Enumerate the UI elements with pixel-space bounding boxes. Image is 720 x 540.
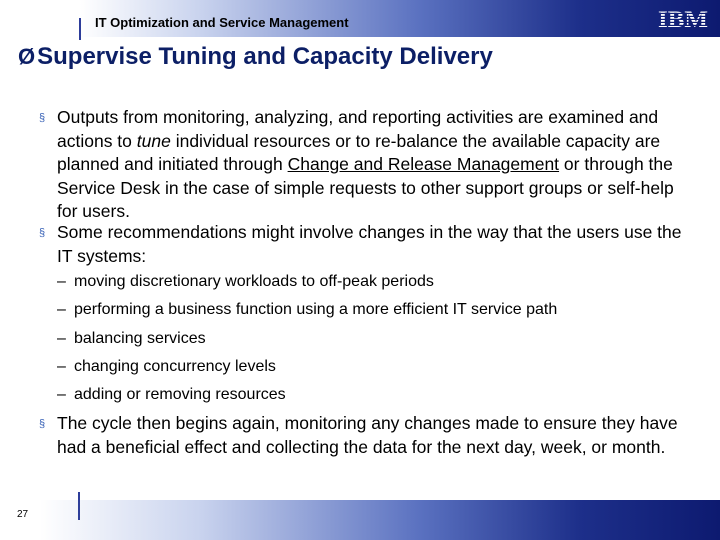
square-bullet-icon: §	[39, 418, 46, 430]
sub-list-item	[57, 300, 674, 320]
bullet-item	[39, 412, 687, 459]
ibm-logo-text: IBM	[658, 8, 708, 30]
sub-list-item	[57, 272, 674, 292]
sub-list-item	[57, 329, 674, 349]
dash-bullet: –	[57, 386, 66, 403]
slide-title-text: Supervise Tuning and Capacity Delivery	[37, 43, 493, 70]
arrow-bullet-icon: Ø	[18, 44, 36, 69]
bullet-item	[39, 221, 687, 268]
sub-list-item	[57, 357, 674, 377]
footer-bar	[0, 500, 720, 540]
bullet-text: The cycle then begins again, monitoring any changes made to ensure they have had a beneficial effect and collecting the data for the next day, week, or month.	[57, 413, 678, 457]
header-title: IT Optimization and Service Management	[95, 15, 349, 30]
change-release-link[interactable]: Change and Release Management	[287, 154, 560, 174]
square-bullet-icon: §	[39, 227, 46, 239]
bullet-item	[39, 106, 687, 224]
dash-bullet: –	[57, 273, 66, 290]
square-bullet-icon: §	[39, 112, 46, 124]
sub-list-text: changing concurrency levels	[74, 358, 276, 375]
bullet-text: or through the Service Desk in the case of simple requests to other support groups or self-help for users.	[57, 154, 674, 221]
sub-list-text: balancing services	[74, 330, 206, 347]
slide-title	[18, 43, 493, 71]
ibm-logo	[658, 8, 708, 30]
dash-bullet: –	[57, 301, 66, 318]
sub-list-text: moving discretionary workloads to off-peak periods	[74, 273, 434, 290]
sub-list-item	[57, 385, 674, 405]
sub-list-text: adding or removing resources	[74, 386, 286, 403]
bullet-text: Some recommendations might involve changes in the way that the users use the IT systems:	[57, 222, 682, 266]
footer-divider	[78, 492, 80, 520]
bullet-emphasis: tune	[136, 130, 171, 151]
page-number: 27	[17, 509, 29, 520]
sub-list-text: performing a business function using a more efficient IT service path	[74, 301, 558, 318]
dash-bullet: –	[57, 358, 66, 375]
bullet-text: individual resources or to re-balance the available capacity are planned and initiated through	[57, 130, 661, 174]
dash-bullet: –	[57, 330, 66, 347]
header-divider	[79, 18, 81, 40]
bullet-text: Outputs from monitoring, analyzing, and reporting activities are examined and actions to	[57, 107, 659, 151]
